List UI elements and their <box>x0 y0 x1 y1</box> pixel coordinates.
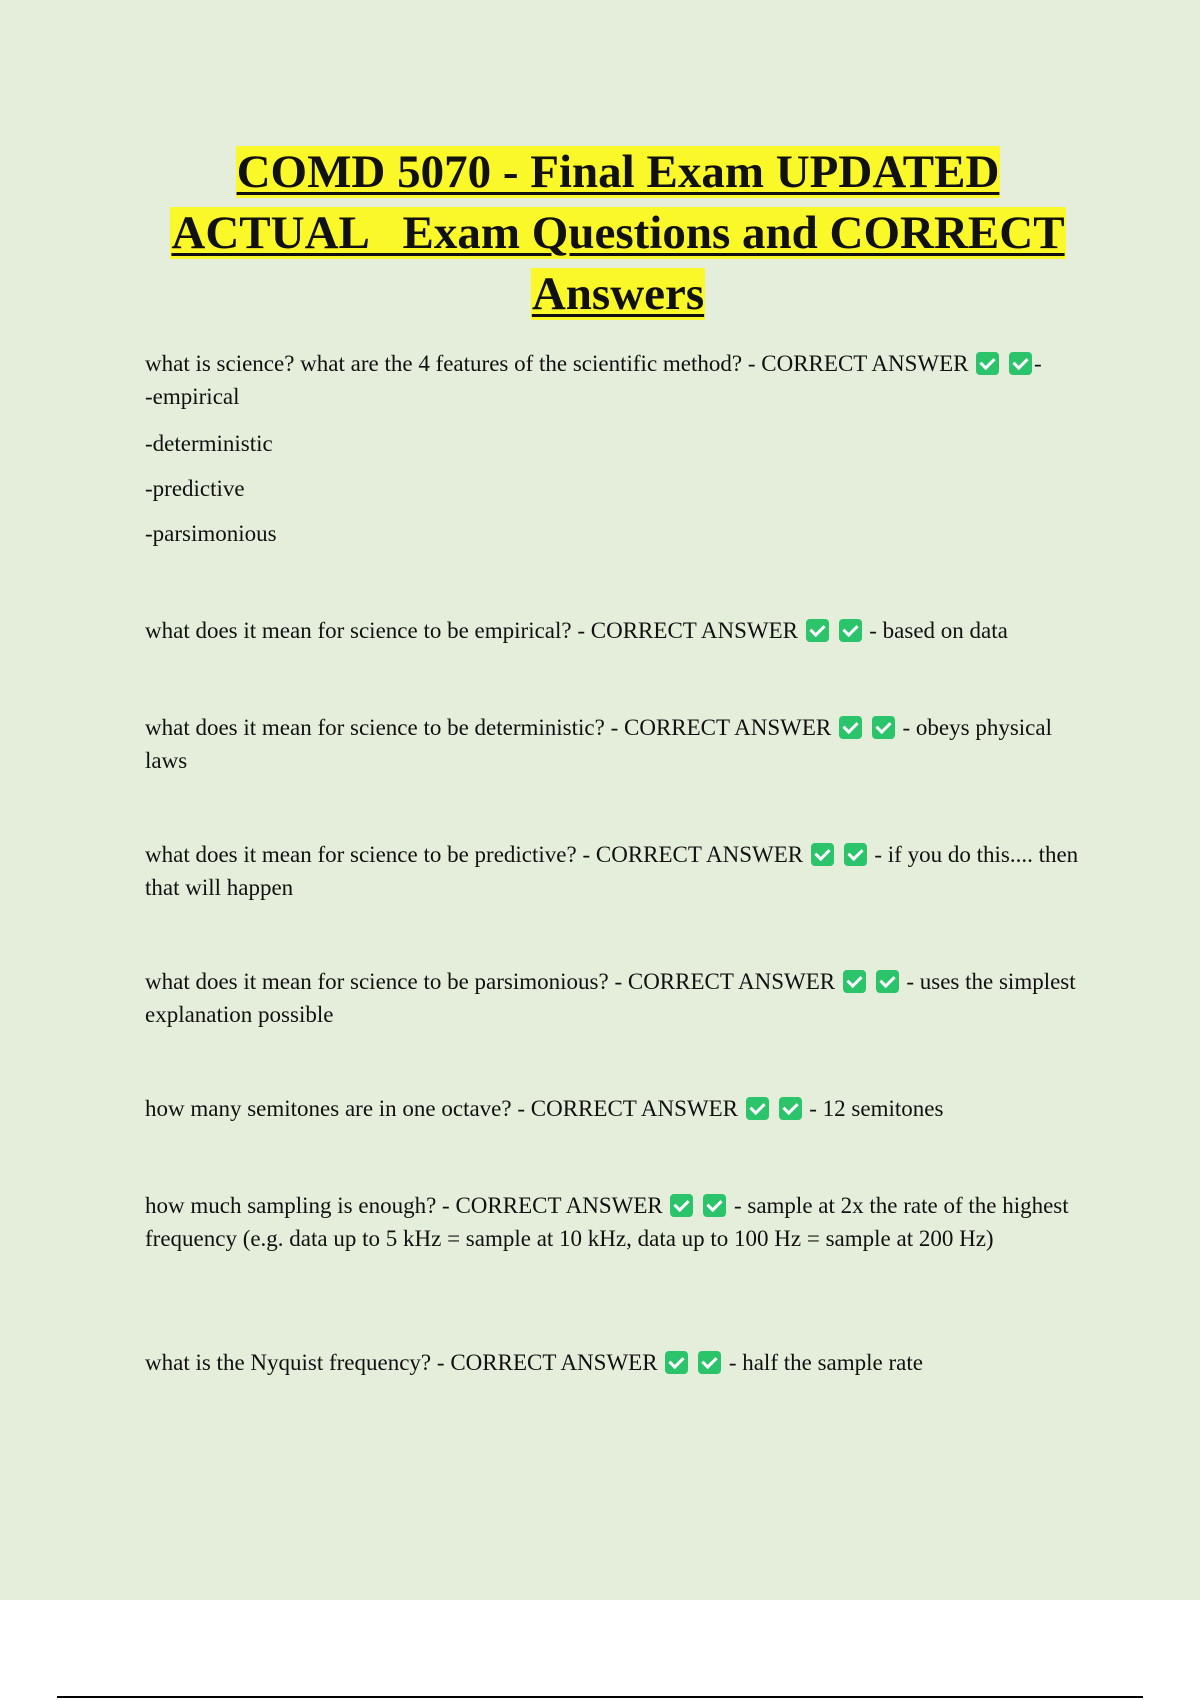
question-text: what is the Nyquist frequency? - <box>145 1350 451 1375</box>
question-text: how many semitones are in one octave? - <box>145 1096 531 1121</box>
answer-marker: CORRECT ANSWER <box>595 842 804 867</box>
answer-text: - uses the simplest explanation possible <box>145 969 1076 1027</box>
check-icon <box>665 1351 688 1374</box>
answer-text: - obeys physical laws <box>145 715 1052 773</box>
qa-item <box>145 1346 1090 1379</box>
check-icon <box>876 970 899 993</box>
check-icon <box>976 352 999 375</box>
check-icon <box>703 1194 726 1217</box>
question-text: what does it mean for science to be predictive? - <box>145 842 596 867</box>
qa-item <box>145 838 1090 904</box>
check-icon <box>872 716 895 739</box>
qa-item <box>145 614 1090 647</box>
check-icon <box>746 1097 769 1120</box>
question-text: what is science? what are the 4 features of the scientific method? - <box>145 351 762 376</box>
question-text: how much sampling is enough? - <box>145 1193 456 1218</box>
title-line: Answers <box>531 268 705 320</box>
answer-text: - based on data <box>869 618 1008 643</box>
title-line: ACTUAL Exam Questions and CORRECT <box>171 207 1065 259</box>
answer-marker: CORRECT ANSWER <box>530 1096 739 1121</box>
list-item: -deterministic <box>145 431 273 456</box>
answer-text: - 12 semitones <box>809 1096 944 1121</box>
check-icon <box>811 843 834 866</box>
footer-divider <box>57 1696 1143 1698</box>
check-icon <box>1009 352 1032 375</box>
list-item: -parsimonious <box>145 521 277 546</box>
answer-marker: CORRECT ANSWER <box>455 1193 663 1218</box>
question-text: what does it mean for science to be parsimonious? - <box>145 969 628 994</box>
check-icon <box>843 970 866 993</box>
answer-marker: CORRECT ANSWER <box>450 1350 658 1375</box>
qa-item <box>145 711 1090 777</box>
qa-item <box>145 1092 1090 1125</box>
answer-text: - half the sample rate <box>728 1350 923 1375</box>
question-text: what does it mean for science to be deterministic? - <box>145 715 624 740</box>
answer-marker: CORRECT ANSWER <box>627 969 836 994</box>
answer-text: - if you do this.... then that will happen <box>145 842 1079 900</box>
answer-text: - sample at 2x the rate of the highest frequency (e.g. data up to 5 kHz = sample at 10 kHz, data up to 100 Hz = sample at 200 Hz) <box>145 1193 1069 1251</box>
qa-item <box>145 965 1090 1031</box>
qa-item <box>145 347 1090 413</box>
check-icon <box>670 1194 693 1217</box>
answer-text: -empirical <box>145 384 240 409</box>
check-icon <box>839 716 862 739</box>
answer-marker: CORRECT ANSWER <box>761 351 969 376</box>
document-title <box>120 142 1116 325</box>
answer-prefix: - <box>1034 351 1042 376</box>
check-icon <box>839 619 862 642</box>
qa-item <box>145 1189 1090 1255</box>
answer-marker: CORRECT ANSWER <box>590 618 799 643</box>
check-icon <box>844 843 867 866</box>
check-icon <box>698 1351 721 1374</box>
title-line: COMD 5070 - Final Exam UPDATED <box>236 146 1000 198</box>
check-icon <box>806 619 829 642</box>
answer-marker: CORRECT ANSWER <box>624 715 832 740</box>
question-text: what does it mean for science to be empirical? - <box>145 618 591 643</box>
check-icon <box>779 1097 802 1120</box>
list-item: -predictive <box>145 476 245 501</box>
